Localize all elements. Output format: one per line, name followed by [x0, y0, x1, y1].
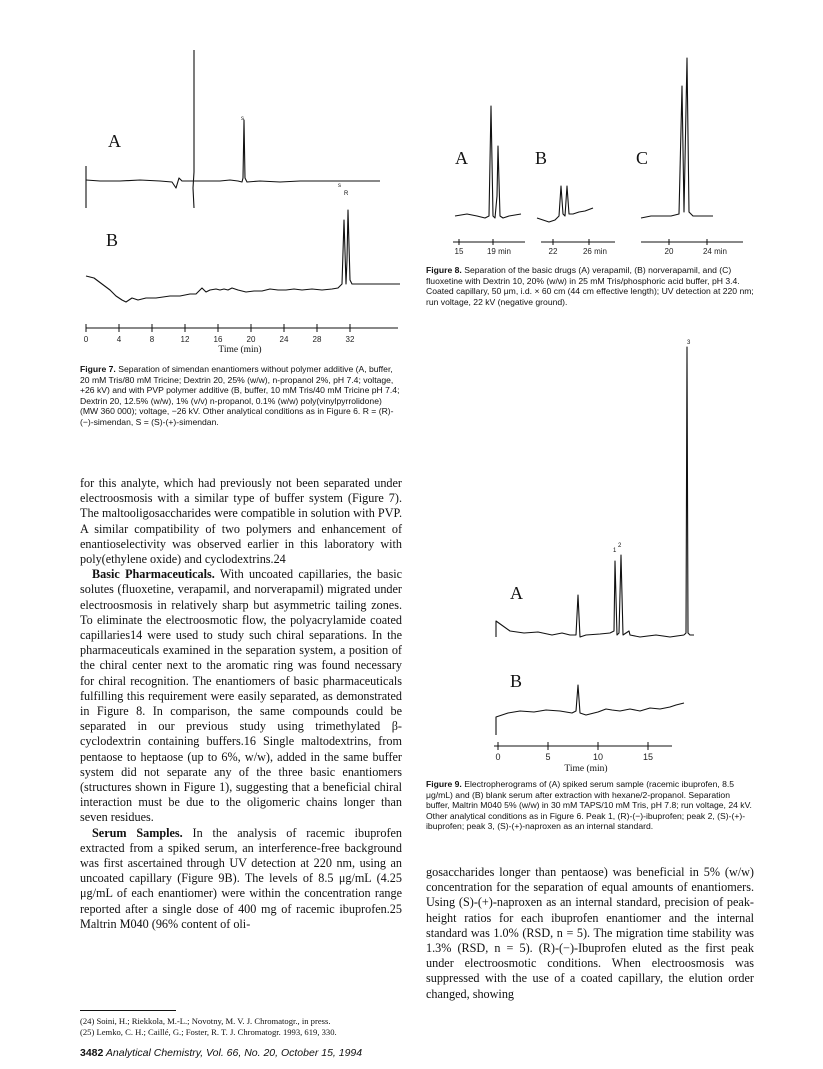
figure-8-tick-b-end: 26 min: [582, 247, 608, 256]
figure-9-x-ticks: [495, 742, 653, 762]
figure-9-panel-a-label: A: [510, 583, 523, 603]
x-tick-label: 12: [180, 335, 190, 344]
figure-9-peak-label-3: 3: [687, 340, 691, 346]
left-column-text: [80, 476, 402, 932]
heading-serum-samples: Serum Samples.: [92, 825, 183, 840]
figure-8-tick-a-start: 15: [454, 247, 464, 256]
figure-9-peak-label-1: 1: [613, 548, 617, 554]
figure-9-peak-label-2: 2: [618, 543, 622, 549]
figure-9-x-axis-label: Time (min): [564, 764, 608, 774]
figure-9-peak-3: [684, 347, 694, 635]
x-tick-label: 5: [545, 752, 551, 762]
x-tick-label: 0: [83, 335, 89, 344]
x-tick-label: 28: [312, 335, 322, 344]
figure-7-peak-label-a: s: [241, 116, 244, 122]
figure-9-caption-text: Electropherograms of (A) spiked serum sample (racemic ibuprofen, 8.5 μg/mL) and (B) blank serum after extraction with hexane/2-propanol. Separation buffer, Maltrin M040 5% (w/w) in 30 mM TAPS/10 mM Tris, pH 7.8; run voltage, 24 kV. Other analytical conditions as in Figure 6. Peak 1, (R)-(−)-ibuprofen; peak 2, (S)-(+)-ibuprofen; peak 3, (S)-(+)-naproxen as an internal standard.: [426, 779, 752, 832]
figure-7-x-ticks: [84, 324, 355, 344]
figure-7-injection-spike: [193, 50, 194, 208]
figure-8-caption-title: Figure 8.: [426, 265, 462, 275]
figure-9-caption: [426, 779, 754, 832]
journal-citation: Analytical Chemistry, Vol. 66, No. 20, October 15, 1994: [105, 1047, 363, 1059]
figure-8-trace-b: [537, 186, 593, 222]
figure-8-tick-b-start: 22: [548, 247, 558, 256]
figure-8-tick-c-start: 20: [664, 247, 674, 256]
x-tick-label: 32: [345, 335, 355, 344]
figure-7-peak-label-b-r: R: [344, 191, 349, 197]
x-tick-label: 0: [495, 752, 501, 762]
figure-9-trace-a: [496, 555, 684, 637]
reference-25: (25) Lemko, C. H.; Caillé, G.; Foster, R. T. J. Chromatogr. 1993, 619, 330.: [80, 1026, 337, 1037]
figure-7-peak-label-b-s: s: [338, 183, 341, 189]
paragraph-serum-samples: In the analysis of racemic ibuprofen extracted from a spiked serum, an interference-free background was first ascertained through UV detection at 220 nm, using an uncoated capillary (Figure 9B). The levels of 8.5 μg/mL (4.25 μg/mL of each enantiomer) were within the concentration range reported after a single dose of 400 mg of racemic ibuprofen.25 Maltrin M040 (96% content of oli-: [80, 825, 402, 931]
figure-7-trace-b: [86, 210, 400, 302]
figure-8-caption-text: Separation of the basic drugs (A) verapamil, (B) norverapamil, and (C) fluoxetine with Dextrin 10, 20% (w/w) in 25 mM Tris/phosphoric acid buffer, pH 3.4. Coated capillary, 50 μm, i.d. × 60 cm (44 cm effective length); UV detection at 220 nm; run voltage, 22 kV (negative ground).: [426, 265, 754, 307]
figure-9-chart: [480, 335, 710, 775]
figure-8-chart: [445, 46, 745, 260]
figure-9-panel-b-label: B: [510, 671, 523, 691]
figure-9-caption-title: Figure 9.: [426, 779, 462, 789]
x-tick-label: 20: [246, 335, 256, 344]
figure-8-panel-c-label: C: [636, 148, 649, 168]
figure-7-caption-title: Figure 7.: [80, 364, 116, 374]
references-rule: [80, 1010, 176, 1011]
references: [80, 1016, 410, 1038]
paragraph-ibuprofen-results: gosaccharides longer than pentaose) was beneficial in 5% (w/w) concentration for the separation of equal amounts of enantiomers. Using (S)-(+)-naproxen as an internal standard, precision of peak-height ratios for each ibuprofen enantiomer and the internal standard was 1.0% (RSD, n = 5). The migration time stability was 1.3% (RSD, n = 5). (R)-(−)-Ibuprofen eluted as the first peak under electroosmotic conditions. When electroosmosis was suppressed with the use of a coated capillary, the elution order changed, showing: [426, 865, 754, 1001]
page-number: 3482: [80, 1047, 104, 1059]
section-basic-pharmaceuticals: [80, 567, 402, 825]
figure-7-chart: [80, 40, 410, 358]
heading-basic-pharmaceuticals: Basic Pharmaceuticals.: [92, 567, 215, 582]
x-tick-label: 24: [279, 335, 289, 344]
figure-8-tick-a-end: 19 min: [486, 247, 512, 256]
section-serum-samples: [80, 826, 402, 932]
figure-8-caption: [426, 265, 754, 307]
figure-7-panel-b-label: B: [106, 230, 119, 250]
x-tick-label: 15: [642, 752, 654, 762]
figure-8-tick-c-end: 24 min: [702, 247, 728, 256]
figure-7-caption-text: Separation of simendan enantiomers without polymer additive (A, buffer, 20 mM Tris/80 mM Tricine; Dextrin 20, 25% (w/w), n-propanol 2%, pH 7.4; voltage, +26 kV) and with PVP polymer additive (B, buffer, 10 mM Tris/40 mM Tricine pH 7.4; Dextrin 20, 12.5% (w/w), 1% (v/v) n-propanol, 0.1% (w/w) poly(vinylpyrrolidone) (MW 360 000); voltage, −26 kV. Other analytical conditions as in Figure 6. R = (R)-(−)-simendan, S = (S)-(+)-simendan.: [80, 364, 400, 427]
paragraph-basic-pharmaceuticals: With uncoated capillaries, the basic solutes (fluoxetine, verapamil, and norverapamil) migrated under electroosmosis in relatively sharp but asymmetric tailing zones. To eliminate the electroosmotic flow, the polyacrylamide coated capillaries14 were used to study such chiral separations. In the pharmaceuticals examined in the separation system, a position of the chiral center next to the aromatic ring was found necessary for chiral recognition. The enantiomers of basic pharmaceuticals fulfilling this requirement were easily separated, as demonstrated in Figure 8. In comparison, the same compounds could be separated in our previous study using trimethylated β-cyclodextrin containing buffers.16 Single maltodextrins, from pentaose to heptaose (up to 6%, w/w), added in the same buffer system did not separate any of the three basic enantiomers (structures shown in Figure 1), suggesting that a beneficial chiral interaction must be due to the oligomeric chains longer than seven residues.: [80, 567, 402, 825]
figure-7-x-axis-label: Time (min): [218, 345, 262, 355]
reference-24: (24) Soini, H.; Riekkola, M.-L.; Novotny, M. V. J. Chromatogr., in press.: [80, 1016, 331, 1026]
figure-7-trace-a: [86, 120, 380, 188]
figure-8-panel-a-label: A: [455, 148, 468, 168]
figure-9-trace-b: [496, 685, 684, 735]
figure-7-panel-a-label: A: [108, 131, 121, 151]
x-tick-label: 10: [592, 752, 604, 762]
right-column-text: [426, 865, 754, 1002]
x-tick-label: 16: [213, 335, 223, 344]
figure-8-trace-c: [641, 58, 713, 218]
paragraph-polymer-compatibility: for this analyte, which had previously not been separated under electroosmosis with a similar type of buffer system (Figure 7). The maltooligosaccharides were compatible in solution with PVP. A similar compatibility of two polymers and enhancement of enantioselectivity was observed earlier in this laboratory with poly(ethylene oxide) and cyclodextrins.24: [80, 476, 402, 567]
page-footer: [80, 1047, 362, 1059]
x-tick-label: 8: [149, 335, 155, 344]
figure-8-panel-b-label: B: [535, 148, 548, 168]
figure-7-caption: [80, 364, 402, 428]
x-tick-label: 4: [116, 335, 122, 344]
